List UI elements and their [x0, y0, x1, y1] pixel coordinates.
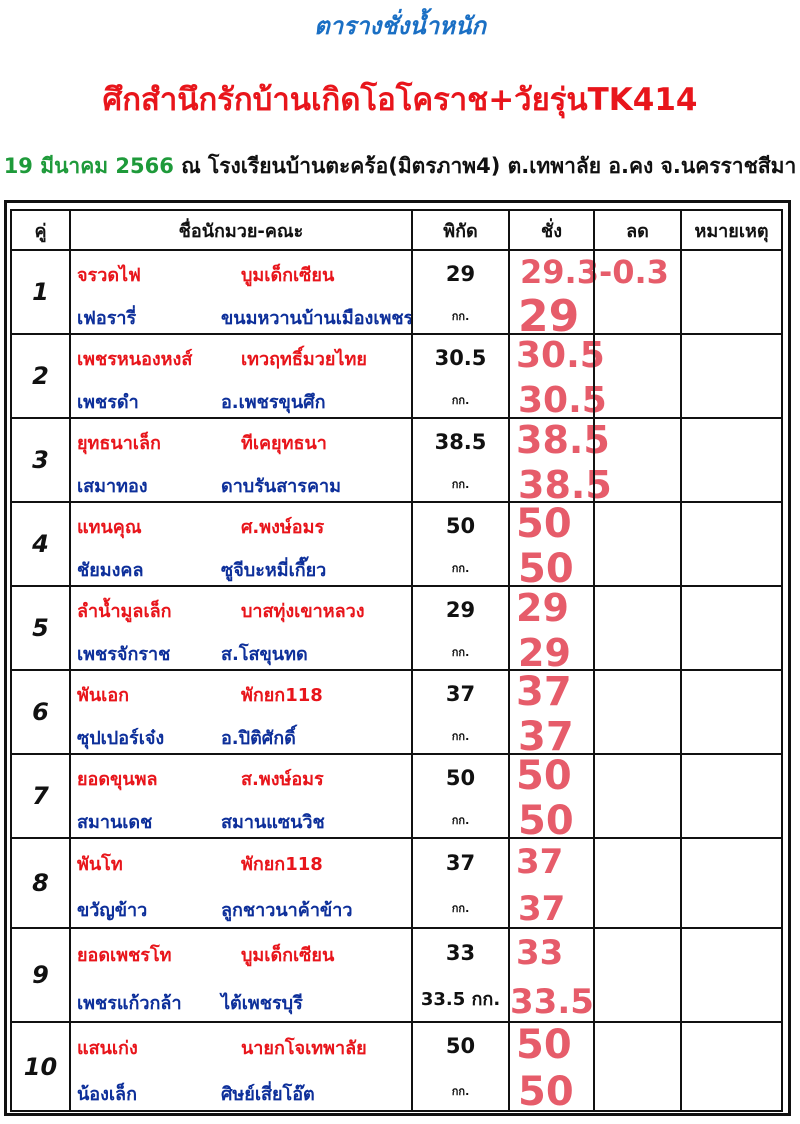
weight-limit: 33 [445, 941, 476, 965]
red-corner-camp: นายกโจเทพาลัย [241, 1038, 367, 1059]
blue-corner-name: สมานเดช [77, 812, 153, 834]
weight-limit: 37 [445, 681, 476, 706]
red-corner-camp: บูมเด็กเซียน [241, 265, 335, 287]
reduce-cell [593, 417, 682, 503]
weighed-value-blue: 50 [518, 1069, 574, 1116]
weight-limit-cell [411, 927, 510, 1023]
reduce-cell [593, 753, 682, 839]
fighters-cell [69, 333, 413, 419]
weight-unit: กก. [451, 561, 470, 575]
weight-unit: 33.5 กก. [420, 989, 501, 1011]
blue-corner-camp: ศิษย์เสี่ยโอ๊ต [221, 1083, 315, 1105]
event-venue: ณ โรงเรียนบ้านตะคร้อ(มิตรภาพ4) ต.เทพาลัย อ.คง จ.นครราชสีมา [181, 154, 797, 178]
weight-unit: กก. [451, 477, 470, 491]
blue-corner-name: ซุปเปอร์เจ๋ง [77, 728, 165, 750]
reduce-cell [593, 837, 682, 929]
weighed-value-blue: 50 [518, 797, 574, 844]
blue-corner-camp: ลูกชาวนาค้าข้าว [221, 900, 353, 922]
weighed-cell [508, 333, 607, 421]
weight-limit-cell [411, 333, 510, 419]
blue-corner-name: เพชรแก้วกล้า [77, 992, 182, 1014]
red-corner-name: ยอดขุนพล [77, 769, 158, 791]
remark-cell [680, 753, 783, 839]
weight-limit: 29 [445, 261, 476, 286]
red-corner-name: พันเอก [77, 685, 130, 707]
bout-number: 1 [10, 249, 71, 335]
weight-limit-cell [411, 585, 510, 671]
blue-corner-name: น้องเล็ก [77, 1083, 137, 1105]
reduce-cell [593, 501, 682, 587]
weighed-cell [508, 585, 595, 675]
weight-limit-cell [411, 417, 510, 503]
weighed-value-red: 37 [516, 668, 572, 715]
reduce-cell [593, 669, 682, 755]
weighed-value-blue: 30.5 [518, 379, 607, 421]
weighed-value-red: 50 [516, 500, 572, 547]
weighed-cell [508, 417, 612, 507]
fighters-cell [69, 753, 413, 839]
weighed-value-blue: 38.5 [518, 462, 612, 507]
fighters-cell [69, 417, 413, 503]
fighters-cell [69, 927, 413, 1023]
reduce-cell [593, 927, 682, 1023]
weighed-cell [508, 249, 669, 343]
remark-cell [680, 249, 783, 335]
column-header: ชั่ง [508, 209, 595, 251]
column-header: ลด [593, 209, 682, 251]
remark-cell [680, 333, 783, 419]
red-corner-name: ยอดเพชรโท [77, 944, 172, 966]
bout-number: 10 [10, 1021, 71, 1112]
weighed-value-red: 50 [516, 1021, 572, 1068]
weighed-value-blue: 50 [518, 545, 574, 592]
red-corner-name: แสนเก่ง [77, 1038, 138, 1059]
red-corner-name: แทนคุณ [77, 517, 142, 539]
weighed-value-red: 29.3-0.3 [520, 253, 669, 292]
remark-cell [680, 501, 783, 587]
weight-limit-cell [411, 837, 510, 929]
fighters-cell [69, 501, 413, 587]
weighed-cell [508, 752, 595, 844]
weighed-value-blue: 37 [518, 713, 574, 760]
weight-limit: 50 [445, 513, 476, 538]
blue-corner-camp: สมานแซนวิช [221, 812, 325, 834]
red-corner-camp: บาสทุ่งเขาหลวง [241, 601, 365, 623]
bout-number: 8 [10, 837, 71, 929]
weighed-value-blue: 29 [518, 630, 571, 675]
weight-limit-cell [411, 669, 510, 755]
red-corner-name: พันโท [77, 854, 123, 876]
weighed-cell [508, 927, 595, 1023]
blue-corner-name: ชัยมงคล [77, 560, 144, 582]
weighed-value-red: 29 [516, 585, 569, 630]
blue-corner-camp: ไต้เพชรบุรี [221, 992, 303, 1014]
remark-cell [680, 1021, 783, 1112]
weight-limit: 29 [445, 597, 476, 622]
remark-cell [680, 837, 783, 929]
bout-number: 9 [10, 927, 71, 1023]
reduce-cell [593, 585, 682, 671]
weight-limit-cell [411, 501, 510, 587]
weighed-value-blue: 33.5 [510, 982, 594, 1023]
reduce-cell [593, 249, 682, 335]
column-header: พิกัด [411, 209, 510, 251]
weighed-value-red: 50 [516, 752, 572, 799]
blue-corner-camp: ส.โสขุนทด [221, 644, 308, 666]
weight-limit: 30.5 [434, 345, 487, 370]
red-corner-name: ลำน้ำมูลเล็ก [77, 601, 172, 623]
weighed-value-red: 30.5 [516, 334, 605, 376]
weight-unit: กก. [451, 901, 470, 915]
bout-number: 3 [10, 417, 71, 503]
weight-limit: 37 [445, 850, 476, 875]
blue-corner-camp: ซูจีบะหมี่เกี๊ยว [221, 560, 327, 582]
event-title: ศึกสำนึกรักบ้านเกิดโอโคราช+วัยรุ่นTK414 [102, 82, 698, 118]
blue-corner-name: เสมาทอง [77, 476, 148, 498]
weight-unit: กก. [451, 729, 470, 743]
weight-limit-cell [411, 1021, 510, 1112]
page-title: ตารางชั่งน้ำหนัก [314, 12, 486, 40]
weight-limit-cell [411, 753, 510, 839]
blue-corner-camp: ขนมหวานบ้านเมืองเพชร [221, 308, 414, 330]
weight-unit: กก. [451, 309, 470, 323]
red-corner-name: ยุทธนาเล็ก [77, 433, 161, 455]
weighed-cell [508, 1021, 595, 1116]
remark-cell [680, 927, 783, 1023]
weighed-cell [508, 668, 595, 760]
blue-corner-name: ขวัญข้าว [77, 900, 148, 922]
red-corner-camp: พักยก118 [241, 685, 323, 707]
weight-unit: กก. [451, 813, 470, 827]
remark-cell [680, 669, 783, 755]
blue-corner-name: เฟอรารี่ [77, 308, 137, 330]
red-corner-camp: บูมเด็กเซียน [241, 944, 335, 966]
remark-cell [680, 417, 783, 503]
red-corner-camp: ส.พงษ์อมร [241, 769, 324, 791]
weighed-cell [508, 837, 595, 929]
weight-unit: กก. [451, 393, 470, 407]
fighters-cell [69, 837, 413, 929]
weighed-value-blue: 29 [518, 291, 580, 343]
reduce-cell [593, 333, 682, 419]
weight-limit: 38.5 [434, 429, 487, 454]
blue-corner-camp: ดาบรันสารคาม [221, 476, 341, 498]
column-header: คู่ [10, 209, 71, 251]
bout-number: 5 [10, 585, 71, 671]
bout-number: 2 [10, 333, 71, 419]
weighed-cell [508, 500, 595, 592]
red-corner-camp: ทีเคยุทธนา [241, 433, 327, 455]
weighed-value-red: 33 [516, 932, 564, 973]
blue-corner-name: เพชรจักราช [77, 644, 171, 666]
fighters-cell [69, 585, 413, 671]
event-subtitle [0, 150, 800, 183]
blue-corner-name: เพชรดำ [77, 392, 139, 414]
reduce-cell [593, 1021, 682, 1112]
red-corner-camp: ศ.พงษ์อมร [241, 517, 325, 539]
weight-unit: กก. [451, 1085, 470, 1099]
event-date: 19 มีนาคม 2566 [3, 154, 174, 178]
red-corner-camp: เทวฤทธิ์มวยไทย [241, 349, 367, 371]
blue-corner-camp: อ.เพชรขุนศึก [221, 392, 326, 414]
weighed-value-red: 37 [516, 841, 564, 882]
weight-limit: 50 [445, 765, 476, 790]
fighters-cell [69, 1021, 413, 1112]
red-corner-name: จรวดไฟ [77, 265, 141, 287]
bout-number: 6 [10, 669, 71, 755]
column-header: ชื่อนักมวย-คณะ [69, 209, 413, 251]
fighters-cell [69, 249, 413, 335]
fighters-cell [69, 669, 413, 755]
weight-limit: 50 [445, 1034, 476, 1059]
weight-unit: กก. [451, 645, 470, 659]
red-corner-name: เพชรหนองหงส์ [77, 349, 193, 371]
weighed-value-blue: 37 [518, 889, 566, 930]
column-header: หมายเหตุ [680, 209, 783, 251]
blue-corner-camp: อ.ปิติศักดิ์ [221, 728, 296, 750]
bout-number: 7 [10, 753, 71, 839]
bout-number: 4 [10, 501, 71, 587]
red-corner-camp: พักยก118 [241, 854, 323, 876]
remark-cell [680, 585, 783, 671]
weight-limit-cell [411, 249, 510, 335]
weighed-value-red: 38.5 [516, 417, 610, 462]
